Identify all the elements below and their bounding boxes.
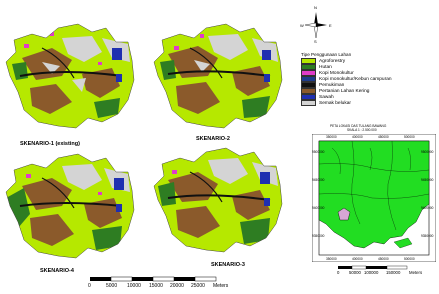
inset-tick-label: 450000 xyxy=(378,257,389,261)
legend-label: Pertanian Lahan Kering xyxy=(319,88,370,94)
inset-tick-label: 9450000 xyxy=(421,178,434,182)
east-label: E xyxy=(329,23,332,28)
map-label-skenario-3: SKENARIO-3 xyxy=(211,262,245,268)
inset-tick-label: 9450000 xyxy=(312,178,325,182)
inset-scale-label: 50000 xyxy=(349,270,361,275)
scale-label: Meters xyxy=(213,283,229,289)
inset-tick-label: 500000 xyxy=(404,135,415,139)
inset-tick-label: 9350000 xyxy=(421,234,434,238)
map-skenario-2 xyxy=(150,18,292,136)
map-label-skenario-2: SKENARIO-2 xyxy=(196,136,230,142)
scale-label: 15000 xyxy=(149,283,163,289)
inset-tick-label: 500000 xyxy=(404,257,415,261)
inset-location-map xyxy=(312,134,436,262)
legend-label: Semak belukar xyxy=(319,100,351,106)
inset-scale-label: 0 xyxy=(337,270,340,275)
north-label: N xyxy=(314,5,317,10)
inset-tick-label: 9400000 xyxy=(421,206,434,210)
legend-label: Pemukiman xyxy=(319,82,345,88)
legend-label: Sawah xyxy=(319,94,334,100)
scale-label: 20000 xyxy=(170,283,184,289)
inset-tick-label: 400000 xyxy=(352,257,363,261)
legend-label: Agroforestry xyxy=(319,58,346,64)
legend-item xyxy=(301,100,351,106)
scale-label: 5000 xyxy=(106,283,118,289)
inset-tick-label: 9400000 xyxy=(312,206,325,210)
legend-swatch xyxy=(301,100,316,106)
map-skenario-4 xyxy=(2,148,144,266)
inset-tick-label: 400000 xyxy=(352,135,363,139)
inset-tick-label: 9500000 xyxy=(421,150,434,154)
legend-label: Kopi monokultur/Kebun campuran xyxy=(319,76,392,82)
inset-tick-label: 350000 xyxy=(326,135,337,139)
legend-label: Kopi Monokultur xyxy=(319,70,354,76)
map-skenario-3 xyxy=(150,142,292,260)
inset-tick-label: 9500000 xyxy=(312,150,325,154)
inset-tick-label: 9350000 xyxy=(312,234,325,238)
scale-label: 0 xyxy=(88,283,91,289)
west-label: W xyxy=(300,23,304,28)
map-skenario-1 xyxy=(2,18,144,136)
north-arrow-icon xyxy=(302,8,330,42)
scale-label: 10000 xyxy=(127,283,141,289)
south-label: S xyxy=(314,39,317,44)
scale-label: 25000 xyxy=(191,283,205,289)
map-label-skenario-4: SKENARIO-4 xyxy=(40,268,74,274)
legend-title: Tipe Penggunaan Lahan xyxy=(301,52,352,57)
inset-tick-label: 450000 xyxy=(378,135,389,139)
inset-scale-label: Meters xyxy=(409,270,423,275)
legend-label: Hutan xyxy=(319,64,332,70)
inset-title-2: SKALA 1 : 2.500.000 xyxy=(347,128,377,132)
scale-bar xyxy=(90,276,220,282)
inset-scale-label: 150000 xyxy=(386,270,401,275)
inset-scale-label: 100000 xyxy=(364,270,379,275)
inset-tick-label: 350000 xyxy=(326,257,337,261)
map-label-skenario-1: SKENARIO-1 (existing) xyxy=(20,141,80,147)
inset-title-1: PETA LOKASI DAS TULANG BAWANG xyxy=(330,124,387,128)
